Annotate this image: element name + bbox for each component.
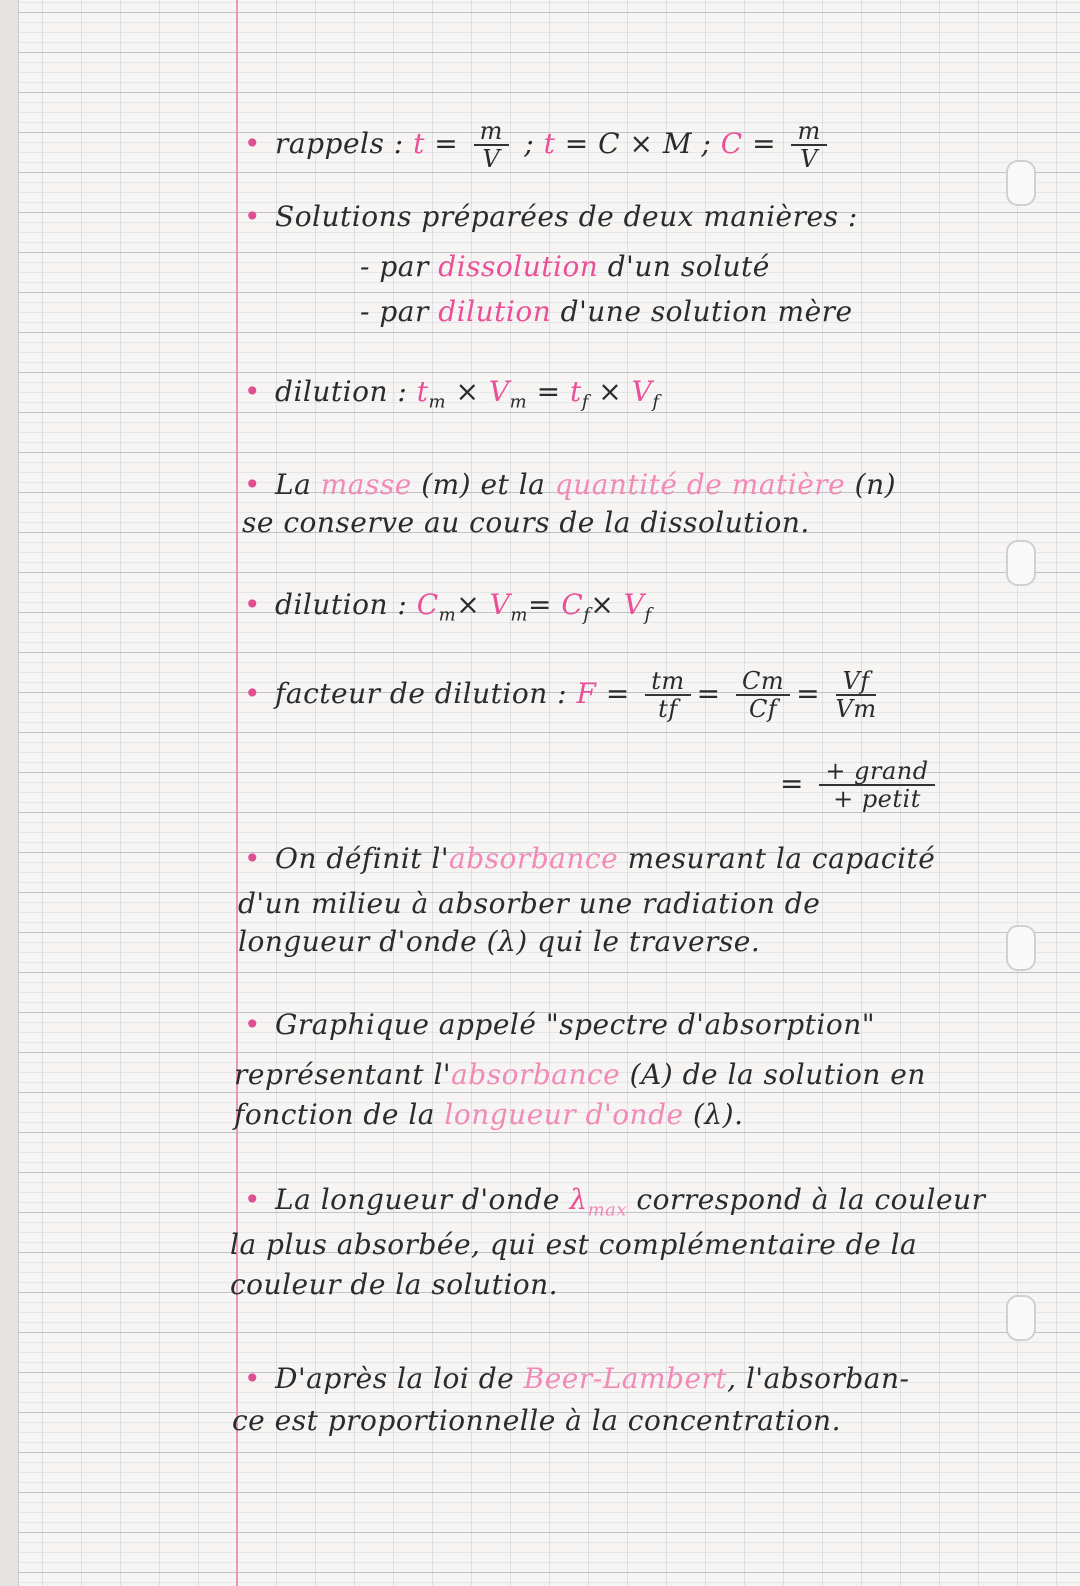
absorbance-line-3: longueur d'onde (λ) qui le traverse. xyxy=(238,925,761,958)
margin-line xyxy=(236,0,238,1586)
solutions-title: • Solutions préparées de deux manières : xyxy=(244,200,858,233)
graphique-line-3: fonction de la longueur d'onde (λ). xyxy=(234,1098,744,1131)
beer-line-1: • D'après la loi de Beer-Lambert, l'absorban- xyxy=(244,1362,910,1395)
facteur-grand-petit: = $\frac{\text{+ grand}}{\text{+ petit}}$ xyxy=(780,758,941,813)
punch-hole xyxy=(1006,1295,1036,1341)
facteur-dilution: • facteur de dilution : F = $\frac{tm}{tf}$ = $\frac{Cm}{Cf}$ = $\frac{Vf}{Vm}$ xyxy=(244,667,877,724)
rappels-line: • rappels : t = $\frac{m}{V}$ ; t = C × M ; C = $\frac{m}{V}$ xyxy=(244,118,833,173)
punch-hole xyxy=(1006,540,1036,586)
dilution-formula-c: • dilution : $C_m\times V_m= C_f\times V_f$ xyxy=(244,588,652,626)
page-edge xyxy=(0,0,19,1586)
solutions-item: - par dissolution d'un soluté xyxy=(360,250,770,283)
lambda-line-3: couleur de la solution. xyxy=(230,1268,559,1301)
absorbance-line-2: d'un milieu à absorber une radiation de xyxy=(238,887,821,920)
absorbance-line-1: • On définit l'absorbance mesurant la capacité xyxy=(244,842,936,875)
graphique-line-2: représentant l'absorbance (A) de la solution en xyxy=(234,1058,926,1091)
conservation-line: • La masse (m) et la quantité de matière (n) xyxy=(244,468,897,501)
beer-line-2: ce est proportionnelle à la concentration. xyxy=(232,1404,841,1437)
conservation-line-2: se conserve au cours de la dissolution. xyxy=(242,506,810,539)
lambda-line-2: la plus absorbée, qui est complémentaire de la xyxy=(230,1228,918,1261)
punch-hole xyxy=(1006,925,1036,971)
punch-hole xyxy=(1006,160,1036,206)
solutions-item: - par dilution d'une solution mère xyxy=(360,295,853,328)
dilution-formula-t: • dilution : $t_m \times V_m = t_f \times V_f$ xyxy=(244,375,660,413)
graphique-line-1: • Graphique appelé "spectre d'absorption" xyxy=(244,1008,876,1041)
lambda-line-1: • La longueur d'onde $\lambda_{max}$ correspond à la couleur xyxy=(244,1183,986,1221)
